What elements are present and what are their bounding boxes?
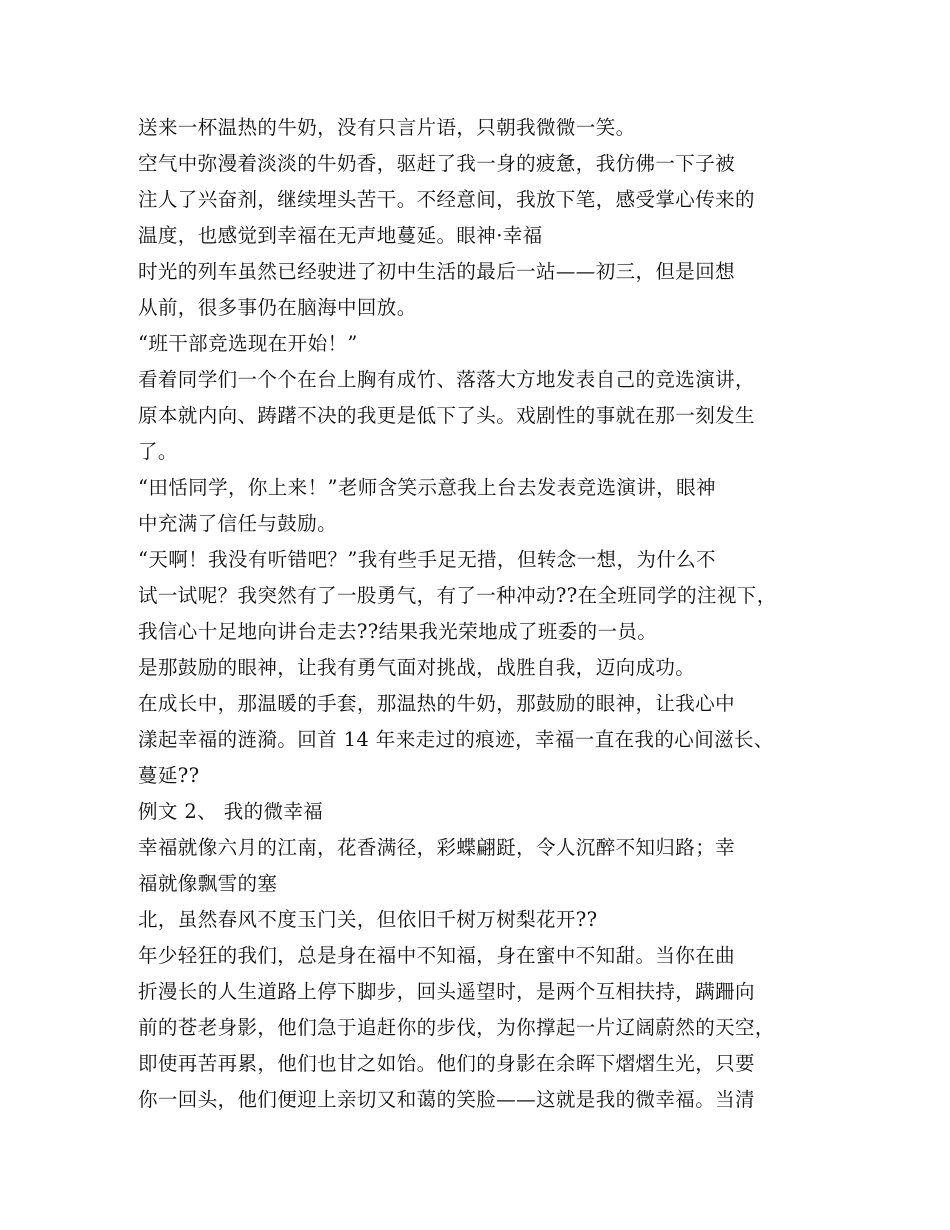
text-line: 蔓延?? bbox=[138, 764, 200, 787]
text-line: 时光的列车虽然已经驶进了初中生活的最后一站——初三，但是回想 bbox=[138, 260, 736, 283]
document-body bbox=[138, 110, 828, 1118]
text-line: 是那鼓励的眼神，让我有勇气面对挑战，战胜自我，迈向成功。 bbox=[138, 656, 696, 679]
text-line: 幸福就像六月的江南，花香满径，彩蝶翩跹，令人沉醉不知归路；幸 bbox=[138, 836, 736, 859]
text-line: 你一回头，他们便迎上亲切又和蔼的笑脸——这就是我的微幸福。当清 bbox=[138, 1088, 755, 1111]
text-line: 福就像飘雪的塞 bbox=[138, 872, 278, 895]
text-line: 即使再苦再累，他们也甘之如饴。他们的身影在余晖下熠熠生光，只要 bbox=[138, 1052, 755, 1075]
text-line: 空气中弥漫着淡淡的牛奶香，驱赶了我一身的疲惫，我仿佛一下子被 bbox=[138, 152, 736, 175]
text-line: 漾起幸福的涟漪。回首 14 年来走过的痕迹，幸福一直在我的心间滋长、 bbox=[138, 728, 774, 751]
text-line: 我信心十足地向讲台走去??结果我光荣地成了班委的一员。 bbox=[138, 620, 658, 643]
text-line: 中充满了信任与鼓励。 bbox=[138, 512, 338, 535]
text-line: 在成长中，那温暖的手套，那温热的牛奶，那鼓励的眼神，让我心中 bbox=[138, 692, 736, 715]
text-line: “田恬同学，你上来！”老师含笑示意我上台去发表竞选演讲，眼神 bbox=[138, 476, 716, 499]
text-line: 试一试呢？我突然有了一股勇气，有了一种冲动??在全班同学的注视下， bbox=[138, 584, 777, 607]
text-line: 折漫长的人生道路上停下脚步，回头遥望时，是两个互相扶持，蹒跚向 bbox=[138, 980, 755, 1003]
text-line: 从前，很多事仍在脑海中回放。 bbox=[138, 296, 417, 319]
text-line: 前的苍老身影，他们急于追赶你的步伐，为你撑起一片辽阔蔚然的天空， bbox=[138, 1016, 775, 1039]
text-line: 注人了兴奋剂，继续埋头苦干。不经意间，我放下笔，感受掌心传来的 bbox=[138, 188, 755, 211]
text-line: 北，虽然春风不度玉门关，但依旧千树万树梨花开?? bbox=[138, 908, 598, 931]
text-line: 看着同学们一个个在台上胸有成竹、落落大方地发表自己的竞选演讲， bbox=[138, 368, 755, 391]
text-line: 送来一杯温热的牛奶，没有只言片语，只朝我微微一笑。 bbox=[138, 116, 636, 139]
text-line: 原本就内向、踌躇不决的我更是低下了头。戏剧性的事就在那一刻发生 bbox=[138, 404, 755, 427]
text-line: “天啊！我没有听错吧？”我有些手足无措，但转念一想，为什么不 bbox=[138, 548, 716, 571]
section-heading: 例文 2、 我的微幸福 bbox=[138, 800, 324, 823]
text-line: 温度，也感觉到幸福在无声地蔓延。眼神·幸福 bbox=[138, 224, 543, 247]
text-line: “班干部竞选现在开始！” bbox=[138, 332, 358, 355]
text-line: 年少轻狂的我们，总是身在福中不知福，身在蜜中不知甜。当你在曲 bbox=[138, 944, 736, 967]
text-line: 了。 bbox=[138, 440, 178, 463]
